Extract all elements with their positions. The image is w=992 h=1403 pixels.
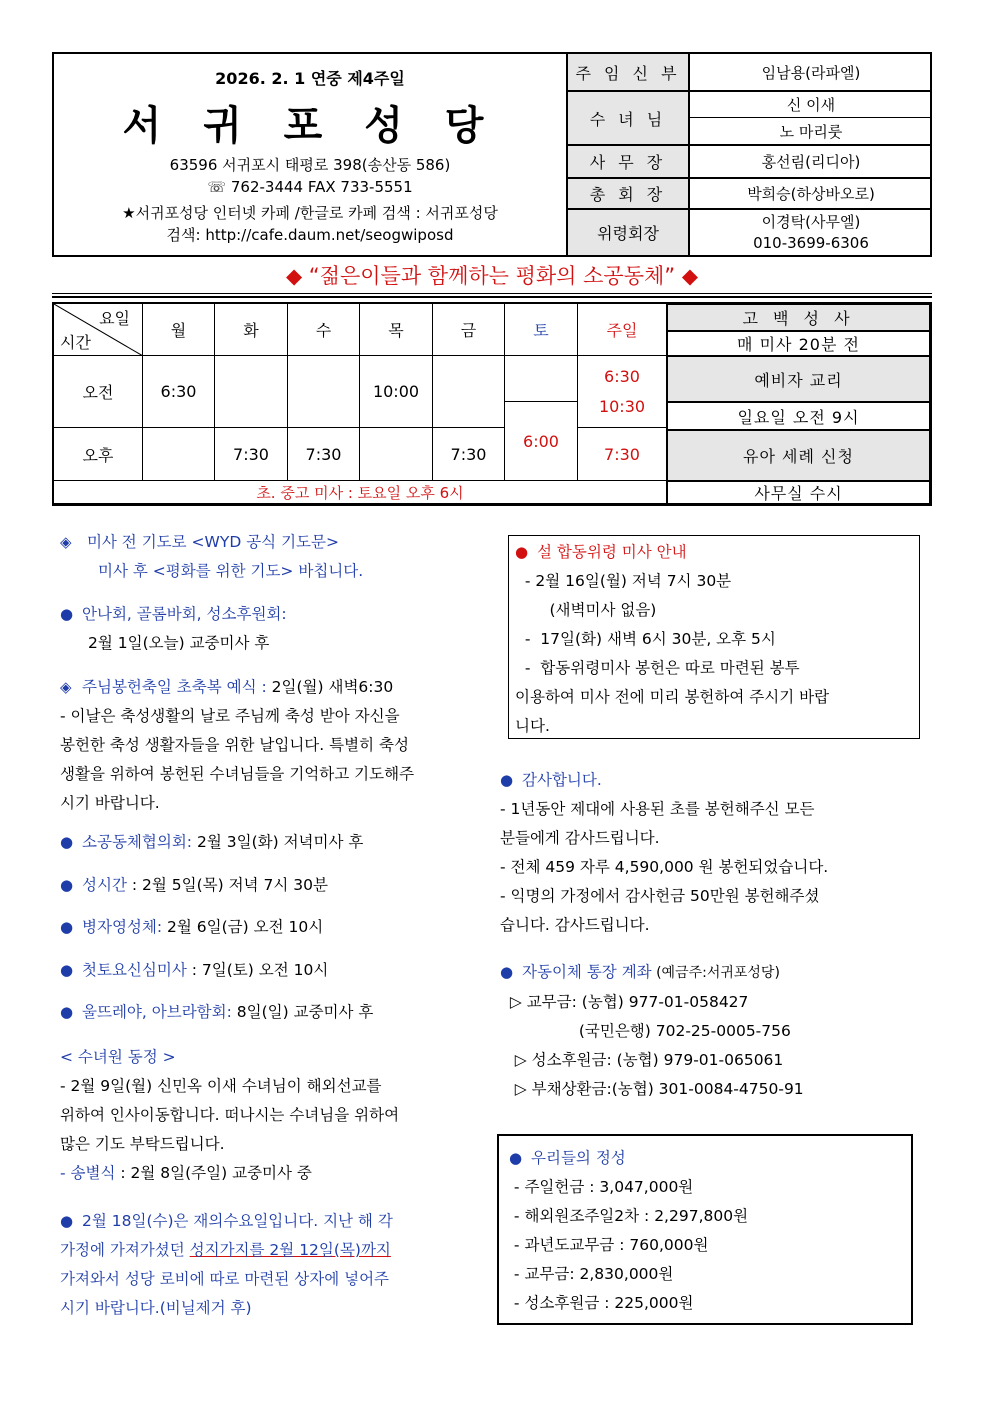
- nuns-title: < 수녀원 동정 >: [60, 1048, 176, 1066]
- account-owner: (예금주:서귀포성당): [651, 965, 780, 981]
- confession-time: 매 미사 20분 전: [667, 331, 930, 356]
- am-sun: [578, 356, 667, 428]
- offering-line-2: - 해외원조주일2차 : 2,297,800원: [509, 1207, 749, 1225]
- pm-wed: 7:30: [288, 428, 360, 481]
- guide-notice: [60, 600, 490, 658]
- catechumen-title: 예비자 교리: [667, 356, 930, 402]
- corner-header: [54, 304, 143, 356]
- account-line-4: ▷ 부채상환금:(농협) 301-0084-4750-91: [500, 1080, 804, 1098]
- offering-line-5: - 성소후원금 : 225,000원: [509, 1294, 694, 1312]
- thanks-line-3: - 전체 459 자루 4,590,000 원 봉헌되었습니다.: [500, 858, 829, 876]
- staff-row-president: [568, 179, 932, 210]
- day-wed: 수: [288, 304, 360, 356]
- schedule-item-time: : 7일(토) 오전 10시: [186, 961, 329, 979]
- offering-line-4: - 교무금: 2,830,000원: [509, 1265, 674, 1283]
- memorial-line-2: (새벽미사 없음): [515, 601, 657, 619]
- parish-title: 서 귀 포 성 당: [122, 103, 498, 149]
- account-line-1: ▷ 교무금: (농협) 977-01-058427: [500, 993, 749, 1011]
- am-sat: [505, 356, 578, 402]
- memorial-line-1: - 2월 16일(월) 저녁 7시 30분: [515, 572, 732, 590]
- row-label-am: 오전: [54, 356, 143, 428]
- memorial-content: [515, 538, 915, 741]
- prayer-line-1: 미사 전 기도로 <WYD 공식 기도문>: [86, 533, 339, 551]
- feast-title: 주님봉헌축일 초축복 예식 :: [82, 678, 267, 696]
- memorial-line-3: - 17일(화) 새벽 6시 30분, 오후 5시: [515, 630, 776, 648]
- staff-role: 사 무 장: [568, 146, 690, 177]
- circle-bullet-icon: ●: [60, 1212, 74, 1230]
- bulletin-header: [52, 52, 932, 257]
- circle-bullet-icon: ●: [509, 1149, 523, 1167]
- schedule-item-title: 성시간: [82, 876, 127, 894]
- staff-name: 신 이새: [690, 92, 932, 118]
- circle-bullet-icon: ●: [60, 1003, 74, 1021]
- staff-role: 위령회장: [568, 210, 690, 255]
- am-fri: [433, 356, 505, 428]
- schedule-item-title: 울뜨레야, 아브라함회:: [82, 1003, 232, 1021]
- schedule-item: [60, 871, 490, 900]
- schedule-item: [60, 956, 490, 985]
- account-line-2: (국민은행) 702-25-0005-756: [500, 1022, 791, 1040]
- schedule-item-title: 소공동체협의회:: [82, 833, 193, 851]
- sat-evening-mass: 6:00: [505, 402, 578, 481]
- schedule-item-time: 2월 3일(화) 저녁미사 후: [192, 833, 364, 851]
- infant-baptism-time: 사무실 수시: [667, 481, 930, 504]
- phone-fax: ☏ 762-3444 FAX 733-5551: [207, 178, 413, 196]
- staff-row-sisters: [568, 92, 932, 146]
- day-fri: 금: [433, 304, 505, 356]
- account-title: 자동이체 통장 계좌: [522, 963, 652, 981]
- thanks-line-5: 습니다. 감사드립니다.: [500, 916, 650, 934]
- row-label-pm: 오후: [54, 428, 143, 481]
- corner-day-label: 요일: [99, 309, 130, 328]
- pm-sun: 7:30: [578, 428, 667, 481]
- memorial-line-5: 이용하여 미사 전에 미리 봉헌하여 주시기 바랍: [515, 688, 830, 706]
- prayer-line-2: 미사 후 <평화를 위한 기도> 바칩니다.: [98, 562, 364, 580]
- staff-name: 임남용(라파엘): [761, 63, 861, 82]
- circle-bullet-icon: ●: [60, 833, 74, 851]
- schedule-item-title: 첫토요신심미사: [82, 961, 187, 979]
- staff-name: 이경탁(사무엘): [761, 212, 861, 231]
- day-mon: 월: [143, 304, 215, 356]
- pm-fri: 7:30: [433, 428, 505, 481]
- schedule-item: [60, 828, 490, 857]
- guide-time: 2월 1일(오늘) 교중미사 후: [88, 634, 270, 652]
- sun-mass-2: 10:30: [598, 396, 646, 416]
- ash-wednesday-notice: [60, 1207, 485, 1323]
- diamond-bullet-icon: ◈: [60, 533, 72, 551]
- memorial-mass-box: [508, 535, 920, 739]
- am-mon: 6:30: [143, 356, 215, 428]
- nuns-body-3: 많은 기도 부탁드립니다.: [60, 1135, 225, 1153]
- staff-phone: 010-3699-6306: [753, 234, 869, 252]
- bank-accounts: [500, 958, 925, 1104]
- schedule-item: [60, 998, 490, 1027]
- pm-tue: 7:30: [215, 428, 288, 481]
- nuns-body-2: 위하여 인사이동합니다. 떠나시는 수녀님을 위하여: [60, 1106, 400, 1124]
- catechumen-time: 일요일 오전 9시: [667, 402, 930, 430]
- cafe-url: 검색: http://cafe.daum.net/seogwiposd: [166, 226, 454, 244]
- feast-body-4: 시기 바랍니다.: [60, 794, 160, 812]
- corner-time-label: 시간: [60, 333, 91, 352]
- account-line-3: ▷ 성소후원금: (농협) 979-01-065061: [500, 1051, 784, 1069]
- ash-line-4: 시기 바랍니다.(비닐제거 후): [60, 1299, 252, 1317]
- pm-thu: [360, 428, 433, 481]
- nuns-notice: [60, 1043, 485, 1188]
- memorial-line-4: - 합동위령미사 봉헌은 따로 마련된 봉투: [515, 659, 800, 677]
- offerings-box: [497, 1134, 913, 1325]
- circle-bullet-icon: ●: [500, 963, 514, 981]
- circle-bullet-icon: ●: [60, 605, 74, 623]
- ash-line-2a: 가정에 가져가셨던: [60, 1241, 190, 1259]
- thanks-line-1: - 1년동안 제대에 사용된 초를 봉헌해주신 모든: [500, 800, 815, 818]
- staff-name: 홍선림(리디아): [761, 153, 861, 171]
- ash-line-3: 가져와서 성당 로비에 따로 마련된 상자에 넣어주: [60, 1270, 390, 1288]
- nuns-body-1: - 2월 9일(월) 신민옥 이새 수녀님이 해외선교를: [60, 1077, 382, 1095]
- feast-notice: [60, 673, 485, 818]
- offerings-content: [509, 1144, 899, 1318]
- feast-body-2: 봉헌한 축성 생활자들을 위한 날입니다. 특별히 축성: [60, 736, 409, 754]
- guide-title: 안나회, 골롬바회, 성소후원회:: [82, 605, 287, 623]
- parish-info: [54, 54, 568, 255]
- date-line: 2026. 2. 1 연중 제4주일: [215, 69, 405, 88]
- schedule-item-time: 2월 6일(금) 오전 10시: [162, 918, 324, 936]
- thanks-line-4: - 익명의 가정에서 감사헌금 50만원 봉헌해주셨: [500, 887, 820, 905]
- schedule-item-time: : 2월 5일(목) 저녁 7시 30분: [126, 876, 328, 894]
- staff-role: 수 녀 님: [568, 92, 690, 144]
- confession-title: 고 백 성 사: [667, 304, 930, 331]
- circle-bullet-icon: ●: [60, 918, 74, 936]
- memorial-line-6: 니다.: [515, 717, 550, 735]
- sun-mass-1: 6:30: [604, 366, 640, 386]
- staff-row-secretary: [568, 146, 932, 179]
- farewell-time: : 2월 8일(주일) 교중미사 중: [115, 1164, 312, 1182]
- staff-table: [568, 54, 932, 255]
- staff-row-funeral: [568, 210, 932, 255]
- youth-mass-note: 초. 중고 미사 : 토요일 오후 6시: [54, 481, 667, 504]
- am-tue: [215, 356, 288, 428]
- am-wed: [288, 356, 360, 428]
- infant-baptism-title: 유아 세례 신청: [667, 430, 930, 481]
- feast-time: 2일(월) 새벽6:30: [266, 678, 394, 696]
- memorial-title: 설 합동위령 미사 안내: [537, 543, 687, 561]
- staff-row-pastor: [568, 54, 932, 92]
- am-thu: 10:00: [360, 356, 433, 428]
- prayer-notice: [60, 528, 490, 586]
- schedule-item: [60, 913, 490, 942]
- address: 63596 서귀포시 태평로 398(송산동 586): [169, 156, 451, 174]
- thanks-title: 감사합니다.: [522, 771, 602, 789]
- circle-bullet-icon: ●: [515, 543, 529, 561]
- circle-bullet-icon: ●: [60, 961, 74, 979]
- schedule-item-time: 8일(일) 교중미사 후: [231, 1003, 374, 1021]
- slogan-divider: [52, 293, 932, 298]
- slogan: ◆ “젊은이들과 함께하는 평화의 소공동체” ◆: [285, 264, 698, 288]
- circle-bullet-icon: ●: [500, 771, 514, 789]
- staff-name: 박희승(하상바오로): [747, 185, 875, 203]
- offering-line-1: - 주일헌금 : 3,047,000원: [509, 1178, 694, 1196]
- cafe-info: ★서귀포성당 인터넷 카페 /한글로 카페 검색 : 서귀포성당: [122, 204, 498, 222]
- thanks-line-2: 분들에게 감사드립니다.: [500, 829, 660, 847]
- feast-body-3: 생활을 위하여 봉헌된 수녀님들을 기억하고 기도해주: [60, 765, 415, 783]
- ash-line-2b: 성지가지를 2월 12일(목)까지: [189, 1241, 391, 1259]
- mass-schedule-table: [52, 302, 932, 506]
- staff-role: 총 회 장: [568, 179, 690, 208]
- diamond-bullet-icon: ◈: [60, 678, 72, 696]
- farewell-title: - 송별식: [60, 1164, 116, 1182]
- pm-mon: [143, 428, 215, 481]
- circle-bullet-icon: ●: [60, 876, 74, 894]
- feast-body-1: - 이날은 축성생활의 날로 주님께 축성 받아 자신을: [60, 707, 400, 725]
- offering-line-3: - 과년도교무금 : 760,000원: [509, 1236, 709, 1254]
- schedule-item-title: 병자영성체:: [82, 918, 163, 936]
- day-sat: 토: [505, 304, 578, 356]
- day-tue: 화: [215, 304, 288, 356]
- staff-name: 노 마리룻: [779, 122, 843, 141]
- ash-line-1: 2월 18일(수)은 재의수요일입니다. 지난 해 각: [82, 1212, 393, 1230]
- thanks-notice: [500, 766, 925, 940]
- offering-title: 우리들의 정성: [531, 1149, 626, 1167]
- day-thu: 목: [360, 304, 433, 356]
- day-sun: 주일: [578, 304, 667, 356]
- staff-role: 주 임 신 부: [568, 54, 690, 90]
